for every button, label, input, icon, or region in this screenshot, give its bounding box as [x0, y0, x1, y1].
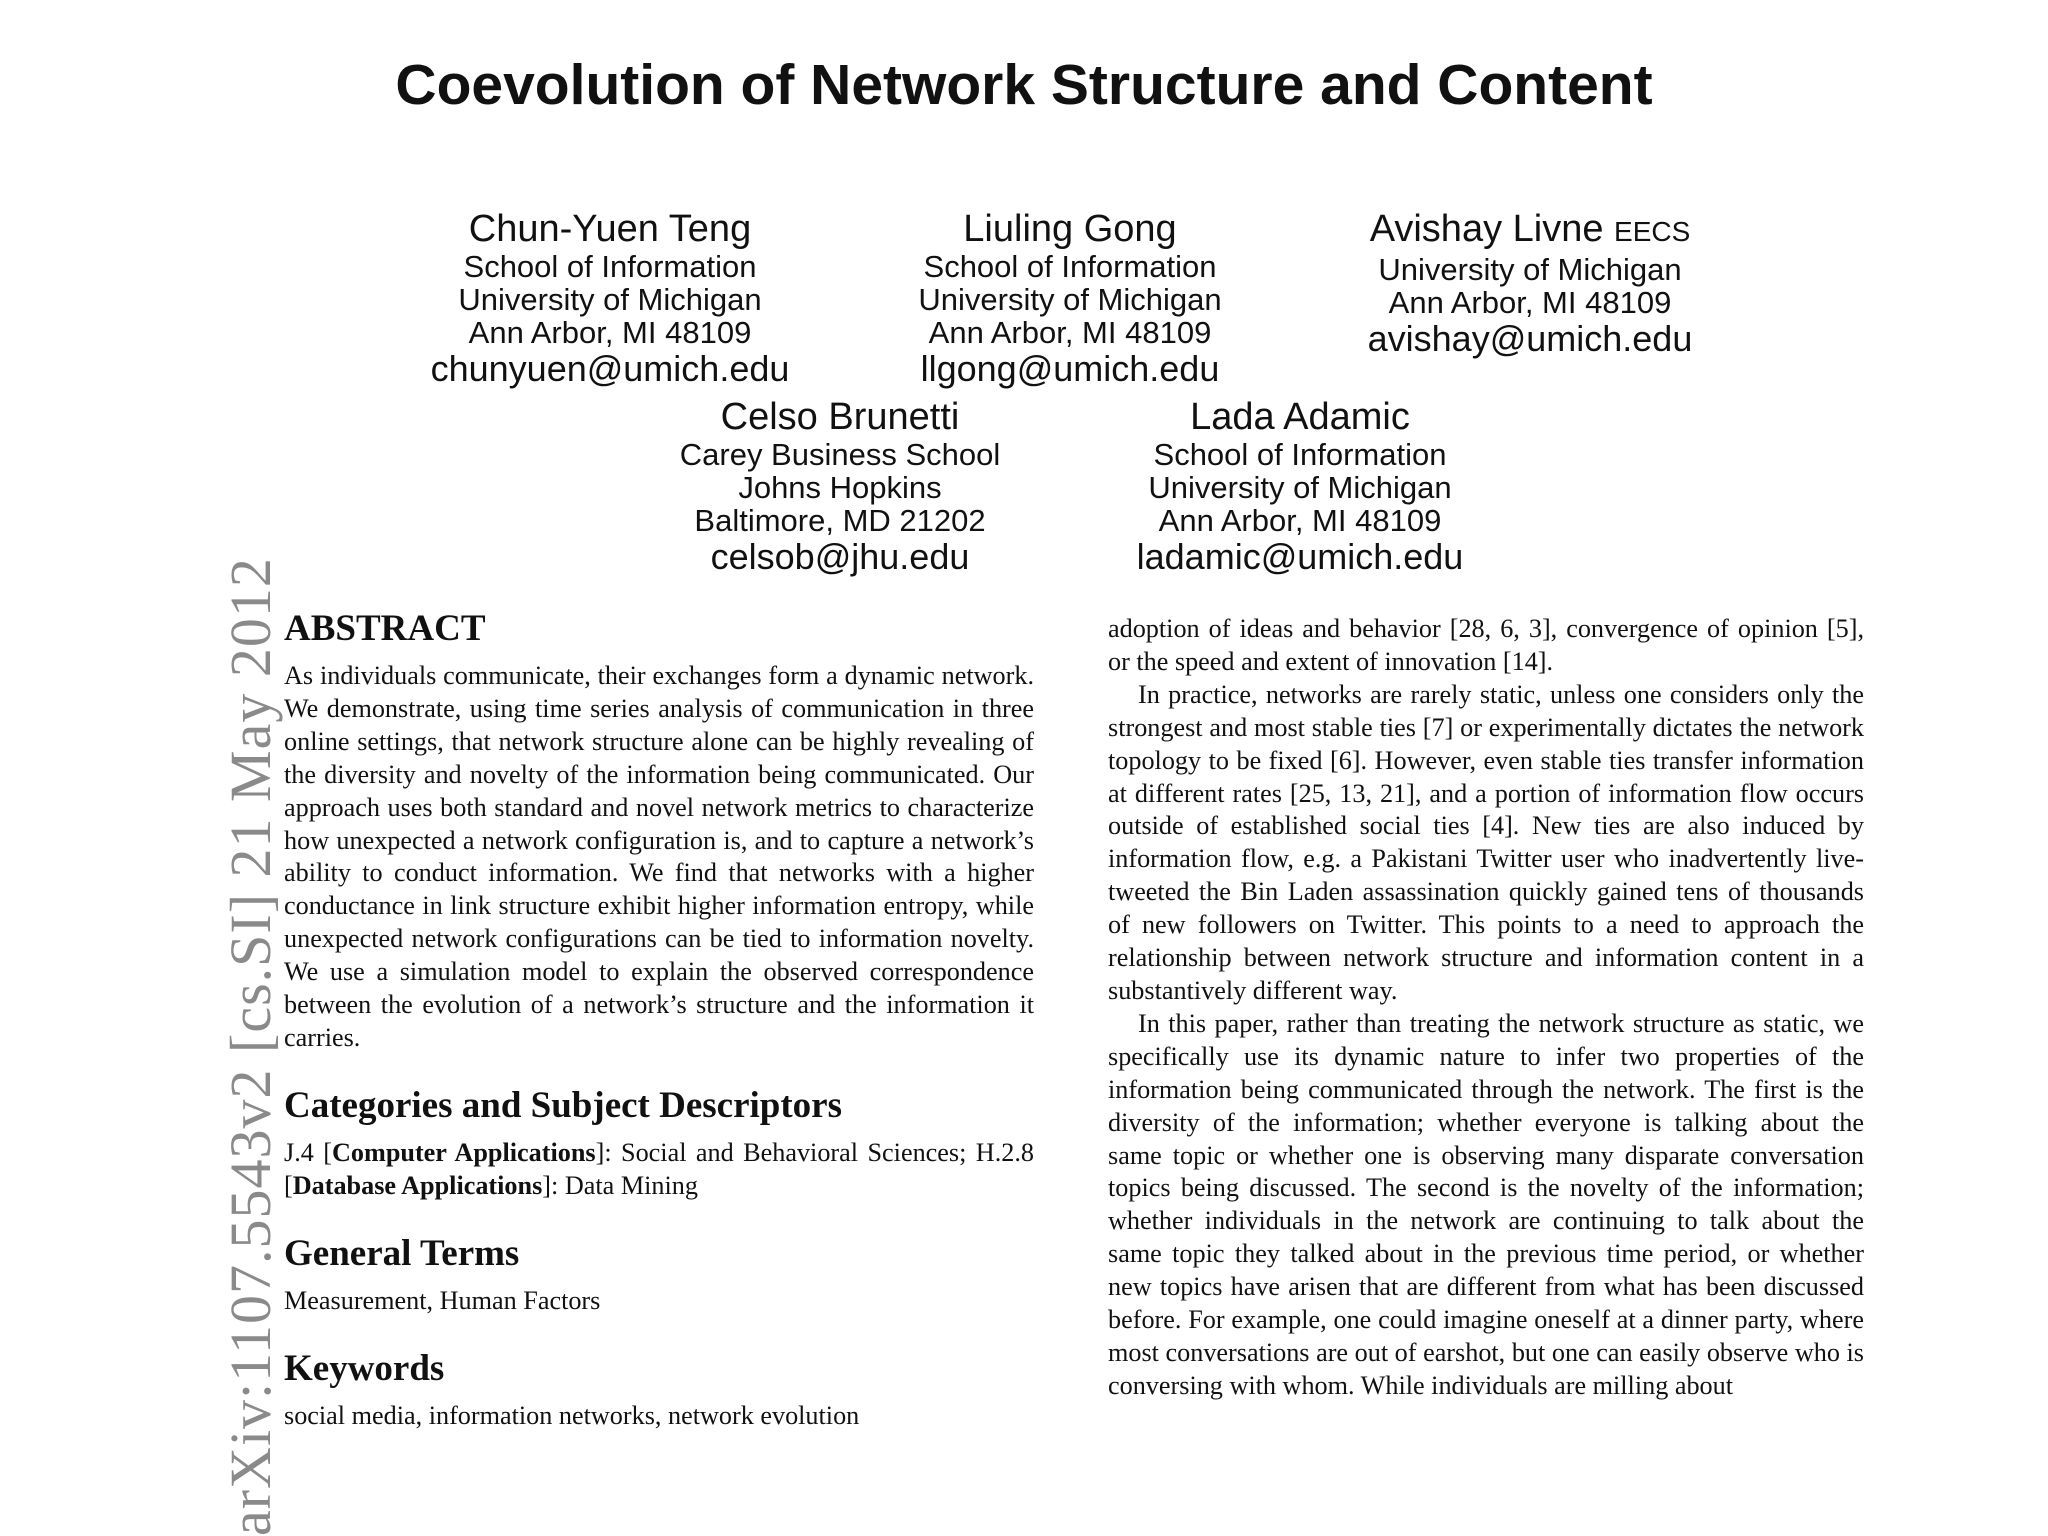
body-paragraph: In this paper, rather than treating the network structure as static, we specifically use its dynamic nature to infer two properties of the information being communicated through the network. The first is the diversity of the information; whether everyone is talking about the same topic or whether one is observing many disparate conversation topics being discussed. The second is the novelty of the information; whether individuals in the network are continuing to talk about the same topic they talked about in the previous time period, or whether new topics have arisen that are different from what has been discussed before. For example, one could imagine oneself at a dinner party, where most conversations are out of earshot, but one can easily observe who is conversing with whom. While individuals are milling about	[1108, 1008, 1864, 1400]
author-institution: University of Michigan	[1378, 252, 1682, 287]
general-terms-heading: General Terms	[284, 1232, 520, 1274]
paper-title: Coevolution of Network Structure and Content	[395, 53, 1653, 117]
author-department: EECS	[1614, 216, 1691, 247]
author-email: llgong@umich.edu	[920, 348, 1220, 389]
categories-text-part: ]: Social and Behavioral Sciences; H.2.8 [	[284, 1137, 1034, 1200]
author-block-adamic	[1020, 396, 1580, 577]
author-institution: Johns Hopkins	[738, 470, 942, 505]
author-name-line	[1250, 208, 1810, 253]
category-database-applications: Database Applications	[292, 1170, 543, 1200]
author-address: Ann Arbor, MI 48109	[1388, 285, 1672, 320]
author-address: Ann Arbor, MI 48109	[468, 315, 752, 350]
author-department: School of Information	[923, 249, 1217, 284]
abstract-heading: ABSTRACT	[284, 608, 486, 649]
author-name: Lada Adamic	[1190, 396, 1410, 438]
author-name: Liuling Gong	[963, 208, 1177, 250]
right-column	[1108, 613, 1864, 1403]
left-column	[284, 608, 1034, 1463]
body-paragraph: In practice, networks are rarely static, unless one considers only the strongest and most stable ties [7] or experimentally dictates the network topology to be fixed [6]. However, even stable ties transfer information at different rates [25, 13, 21], and a portion of information flow occurs outside of established social ties [4]. New ties are also induced by information flow, e.g. a Pakistani Twitter user who inadvertently live-tweeted the Bin Laden assassination quickly gained tens of thousands of new followers on Twitter. This points to a need to approach the relationship between network structure and information content in a substantively different way.	[1108, 679, 1864, 1005]
author-email: chunyuen@umich.edu	[430, 348, 790, 389]
keywords-section	[284, 1348, 1034, 1433]
author-address: Ann Arbor, MI 48109	[928, 315, 1212, 350]
author-name: Celso Brunetti	[720, 396, 960, 438]
author-department: Carey Business School	[679, 437, 1001, 472]
author-institution: University of Michigan	[918, 282, 1222, 317]
author-block-livne	[1250, 208, 1810, 359]
categories-heading: Categories and Subject Descriptors	[284, 1084, 842, 1126]
abstract-section	[284, 608, 1034, 1055]
category-computer-applications: Computer Applications	[332, 1137, 596, 1167]
body-paragraph: adoption of ideas and behavior [28, 6, 3], convergence of opinion [5], or the speed and extent of innovation [14].	[1108, 614, 1864, 676]
categories-text-part: ]: Data Mining	[542, 1170, 698, 1200]
general-terms-text: Measurement, Human Factors	[284, 1285, 601, 1315]
author-email: avishay@umich.edu	[1367, 318, 1693, 359]
author-address: Baltimore, MD 21202	[694, 503, 986, 538]
keywords-text: social media, information networks, network evolution	[284, 1400, 860, 1430]
author-email: celsob@jhu.edu	[710, 536, 970, 577]
categories-section	[284, 1085, 1034, 1203]
categories-text	[284, 1137, 1034, 1203]
arxiv-identifier-stamp: arXiv:1107.5543v2 [cs.SI] 21 May 2012	[218, 557, 283, 1536]
general-terms-section	[284, 1233, 1034, 1318]
author-department: School of Information	[1153, 437, 1447, 472]
author-name: Chun-Yuen Teng	[468, 208, 752, 250]
author-institution: University of Michigan	[1148, 470, 1452, 505]
author-name: Avishay Livne	[1369, 208, 1604, 250]
author-email: ladamic@umich.edu	[1136, 536, 1464, 577]
keywords-heading: Keywords	[284, 1347, 445, 1389]
categories-text-part: J.4 [	[284, 1137, 332, 1167]
author-address: Ann Arbor, MI 48109	[1158, 503, 1442, 538]
abstract-text: As individuals communicate, their exchanges form a dynamic network. We demonstrate, using time series analysis of communication in three online settings, that network structure alone can be highly revealing of the diversity and novelty of the information being communicated. Our approach uses both standard and novel network metrics to characterize how unexpected a network configuration is, and to capture a network’s ability to conduct information. We find that networks with a higher conductance in link structure exhibit higher information entropy, while unexpected network configurations can be tied to information novelty. We use a simulation model to explain the observed correspondence between the evolution of a network’s structure and the information it carries.	[284, 661, 1034, 1052]
author-institution: University of Michigan	[458, 282, 762, 317]
author-department: School of Information	[463, 249, 757, 284]
